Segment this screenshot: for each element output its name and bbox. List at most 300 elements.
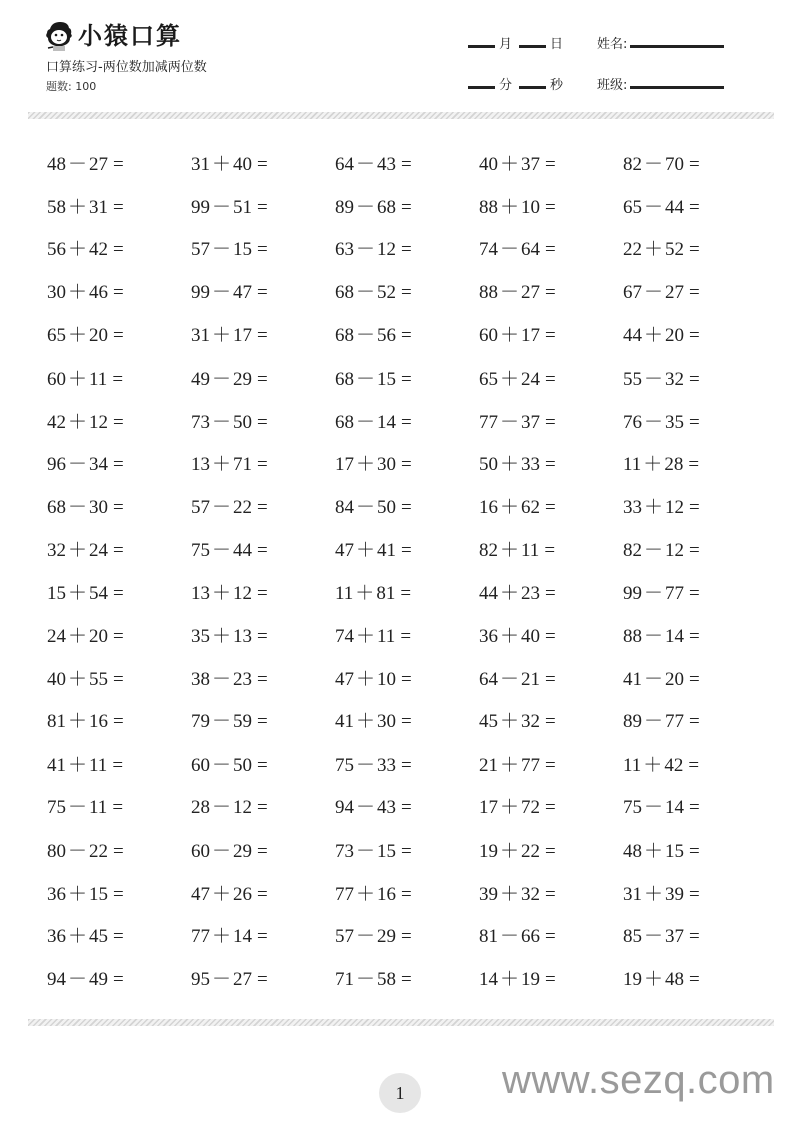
problem-row xyxy=(47,965,767,995)
plus-sign: ＋ xyxy=(68,239,88,260)
plus-sign: ＋ xyxy=(500,711,520,732)
operand-a: 65 xyxy=(623,197,642,218)
minus-sign: － xyxy=(500,282,520,303)
operand-a: 94 xyxy=(47,969,66,990)
equals-sign: = xyxy=(689,154,700,175)
problem-item xyxy=(479,751,556,781)
problem-item xyxy=(47,922,124,952)
problem-item xyxy=(623,793,700,823)
plus-sign: ＋ xyxy=(68,583,88,604)
operand-a: 96 xyxy=(47,454,66,475)
plus-sign: ＋ xyxy=(212,884,232,905)
plus-sign: ＋ xyxy=(500,454,520,475)
problem-item xyxy=(623,408,700,438)
operand-a: 28 xyxy=(191,797,210,818)
problem-row xyxy=(47,150,767,180)
equals-sign: = xyxy=(545,154,556,175)
operand-b: 77 xyxy=(665,583,685,604)
problem-count: 题数: 100 xyxy=(46,80,97,93)
operand-a: 68 xyxy=(335,282,354,303)
operand-a: 17 xyxy=(335,454,354,475)
equals-sign: = xyxy=(545,583,556,604)
equals-sign: = xyxy=(401,841,412,862)
plus-sign: ＋ xyxy=(68,325,88,346)
worksheet-header xyxy=(0,0,800,110)
operand-b: 66 xyxy=(521,926,541,947)
problem-row xyxy=(47,365,767,395)
operand-b: 81 xyxy=(376,583,396,604)
equals-sign: = xyxy=(257,797,268,818)
operand-a: 14 xyxy=(479,969,498,990)
plus-sign: ＋ xyxy=(68,669,88,690)
equals-sign: = xyxy=(688,755,700,776)
equals-sign: = xyxy=(257,884,268,905)
equals-sign: = xyxy=(113,325,124,346)
operand-b: 30 xyxy=(377,454,397,475)
plus-sign: ＋ xyxy=(644,239,664,260)
operand-a: 85 xyxy=(623,926,642,947)
minus-sign: － xyxy=(68,454,88,475)
operand-b: 13 xyxy=(233,626,253,647)
problem-item xyxy=(335,235,412,265)
minus-sign: － xyxy=(356,154,376,175)
plus-sign: ＋ xyxy=(68,282,88,303)
plus-sign: ＋ xyxy=(68,711,88,732)
plus-sign: ＋ xyxy=(644,884,664,905)
plus-sign: ＋ xyxy=(500,626,520,647)
problem-item xyxy=(191,793,268,823)
operand-a: 63 xyxy=(335,239,354,260)
operand-a: 99 xyxy=(191,282,210,303)
operand-b: 32 xyxy=(521,711,541,732)
operand-a: 57 xyxy=(335,926,354,947)
operand-b: 22 xyxy=(233,497,253,518)
operand-a: 31 xyxy=(623,884,642,905)
operand-a: 67 xyxy=(623,282,642,303)
operand-a: 13 xyxy=(191,583,210,604)
equals-sign: = xyxy=(689,669,700,690)
operand-b: 27 xyxy=(89,154,109,175)
plus-sign: ＋ xyxy=(68,197,88,218)
plus-sign: ＋ xyxy=(500,497,520,518)
operand-b: 27 xyxy=(233,969,253,990)
equals-sign: = xyxy=(545,239,556,260)
problem-item xyxy=(479,793,556,823)
day-blank[interactable] xyxy=(519,45,546,48)
equals-sign: = xyxy=(545,282,556,303)
operand-a: 38 xyxy=(191,669,210,690)
equals-sign: = xyxy=(689,626,700,647)
problem-item xyxy=(47,150,124,180)
problem-item xyxy=(335,793,412,823)
operand-b: 19 xyxy=(521,969,541,990)
equals-sign: = xyxy=(689,540,700,561)
minus-sign: － xyxy=(212,669,232,690)
equals-sign: = xyxy=(545,325,556,346)
equals-sign: = xyxy=(545,884,556,905)
problem-item xyxy=(335,450,412,480)
operand-a: 48 xyxy=(623,841,642,862)
operand-a: 32 xyxy=(47,540,66,561)
equals-sign: = xyxy=(545,926,556,947)
operand-b: 21 xyxy=(521,669,541,690)
operand-a: 11 xyxy=(623,755,642,776)
minus-sign: － xyxy=(644,282,664,303)
problem-item xyxy=(191,751,268,781)
equals-sign: = xyxy=(545,669,556,690)
operand-a: 74 xyxy=(479,239,498,260)
operand-b: 64 xyxy=(521,239,541,260)
equals-sign: = xyxy=(401,755,412,776)
problem-row xyxy=(47,579,767,609)
problem-row xyxy=(47,707,767,737)
operand-b: 11 xyxy=(89,755,108,776)
problem-item xyxy=(47,193,124,223)
equals-sign: = xyxy=(401,497,412,518)
operand-a: 48 xyxy=(47,154,66,175)
plus-sign: ＋ xyxy=(500,197,520,218)
equals-sign: = xyxy=(113,540,124,561)
problem-item xyxy=(47,278,124,308)
date-name-row xyxy=(468,32,724,52)
equals-sign: = xyxy=(113,412,124,433)
operand-a: 64 xyxy=(479,669,498,690)
problem-row xyxy=(47,278,767,308)
equals-sign: = xyxy=(545,412,556,433)
problem-item xyxy=(191,922,268,952)
equals-sign: = xyxy=(689,369,700,390)
equals-sign: = xyxy=(545,797,556,818)
operand-b: 44 xyxy=(233,540,253,561)
minus-sign: － xyxy=(644,626,664,647)
operand-a: 16 xyxy=(479,497,498,518)
operand-b: 40 xyxy=(233,154,253,175)
operand-a: 81 xyxy=(47,711,66,732)
operand-b: 22 xyxy=(89,841,109,862)
class-blank[interactable] xyxy=(630,86,724,89)
plus-sign: ＋ xyxy=(356,626,376,647)
problem-row xyxy=(47,837,767,867)
operand-a: 11 xyxy=(623,454,642,475)
problem-item xyxy=(191,193,268,223)
problem-item xyxy=(47,965,124,995)
operand-a: 44 xyxy=(479,583,498,604)
problem-item xyxy=(623,321,700,351)
problem-item xyxy=(623,493,700,523)
minus-sign: － xyxy=(68,154,88,175)
plus-sign: ＋ xyxy=(500,755,520,776)
equals-sign: = xyxy=(401,239,412,260)
minus-sign: － xyxy=(356,797,376,818)
operand-b: 12 xyxy=(665,497,685,518)
plus-sign: ＋ xyxy=(500,369,520,390)
problem-item xyxy=(479,536,555,566)
equals-sign: = xyxy=(257,711,268,732)
operand-a: 65 xyxy=(47,325,66,346)
operand-b: 11 xyxy=(89,797,108,818)
operand-b: 14 xyxy=(665,797,685,818)
operand-a: 68 xyxy=(335,369,354,390)
equals-sign: = xyxy=(112,369,124,390)
equals-sign: = xyxy=(401,711,412,732)
problem-item xyxy=(623,193,700,223)
equals-sign: = xyxy=(257,626,268,647)
problem-item xyxy=(623,880,700,910)
operand-b: 11 xyxy=(89,369,108,390)
operand-b: 12 xyxy=(233,583,253,604)
equals-sign: = xyxy=(401,969,412,990)
minus-sign: － xyxy=(644,197,664,218)
name-label: 姓名: xyxy=(597,37,628,52)
equals-sign: = xyxy=(401,197,412,218)
problem-item xyxy=(47,793,123,823)
operand-a: 41 xyxy=(335,711,354,732)
equals-sign: = xyxy=(689,325,700,346)
equals-sign: = xyxy=(401,669,412,690)
operand-b: 12 xyxy=(377,239,397,260)
plus-sign: ＋ xyxy=(68,755,88,776)
equals-sign: = xyxy=(401,412,412,433)
month-label: 月 xyxy=(499,37,513,52)
operand-a: 47 xyxy=(335,540,354,561)
equals-sign: = xyxy=(257,755,268,776)
operand-a: 57 xyxy=(191,497,210,518)
operand-a: 36 xyxy=(479,626,498,647)
operand-a: 77 xyxy=(191,926,210,947)
equals-sign: = xyxy=(257,926,268,947)
problem-item xyxy=(47,751,123,781)
operand-a: 68 xyxy=(335,325,354,346)
equals-sign: = xyxy=(689,841,700,862)
problem-item xyxy=(191,707,268,737)
operand-b: 54 xyxy=(89,583,109,604)
equals-sign: = xyxy=(401,454,412,475)
operand-a: 31 xyxy=(191,325,210,346)
problem-item xyxy=(47,665,124,695)
operand-b: 58 xyxy=(377,969,397,990)
problem-item xyxy=(191,665,268,695)
equals-sign: = xyxy=(257,540,268,561)
equals-sign: = xyxy=(545,454,556,475)
operand-a: 17 xyxy=(479,797,498,818)
operand-a: 82 xyxy=(623,540,642,561)
top-divider xyxy=(28,112,774,119)
operand-a: 24 xyxy=(47,626,66,647)
problem-item xyxy=(191,536,268,566)
equals-sign: = xyxy=(113,884,124,905)
minus-sign: － xyxy=(644,412,664,433)
operand-b: 31 xyxy=(89,197,109,218)
problem-item xyxy=(335,193,412,223)
problem-item xyxy=(191,365,268,395)
operand-a: 11 xyxy=(335,583,354,604)
operand-a: 99 xyxy=(623,583,642,604)
plus-sign: ＋ xyxy=(356,669,376,690)
problem-row xyxy=(47,922,767,952)
problem-item xyxy=(335,408,412,438)
problem-item xyxy=(479,579,556,609)
equals-sign: = xyxy=(401,884,412,905)
equals-sign: = xyxy=(113,454,124,475)
problem-item xyxy=(47,622,124,652)
problem-item xyxy=(479,965,556,995)
class-label: 班级: xyxy=(597,78,628,93)
operand-a: 77 xyxy=(335,884,354,905)
page-number: 1 xyxy=(379,1073,421,1113)
minus-sign: － xyxy=(68,797,88,818)
operand-b: 42 xyxy=(89,239,109,260)
plus-sign: ＋ xyxy=(500,154,520,175)
problem-item xyxy=(335,150,412,180)
minus-sign: － xyxy=(644,369,664,390)
minus-sign: － xyxy=(356,282,376,303)
problem-item xyxy=(623,665,700,695)
equals-sign: = xyxy=(113,711,124,732)
operand-b: 20 xyxy=(665,669,685,690)
equals-sign: = xyxy=(257,669,268,690)
operand-a: 39 xyxy=(479,884,498,905)
problem-item xyxy=(47,450,124,480)
operand-a: 94 xyxy=(335,797,354,818)
problem-item xyxy=(191,880,268,910)
equals-sign: = xyxy=(545,497,556,518)
problem-item xyxy=(623,365,700,395)
plus-sign: ＋ xyxy=(68,884,88,905)
minute-blank[interactable] xyxy=(468,86,495,89)
brand-logo xyxy=(44,20,182,52)
equals-sign: = xyxy=(113,583,124,604)
plus-sign: ＋ xyxy=(500,884,520,905)
problem-row xyxy=(47,321,767,351)
operand-a: 36 xyxy=(47,884,66,905)
operand-a: 60 xyxy=(47,369,66,390)
minus-sign: － xyxy=(644,669,664,690)
minus-sign: － xyxy=(356,197,376,218)
problem-row xyxy=(47,622,767,652)
minus-sign: － xyxy=(212,540,232,561)
plus-sign: ＋ xyxy=(212,626,232,647)
equals-sign: = xyxy=(113,239,124,260)
problem-item xyxy=(479,450,556,480)
problem-item xyxy=(479,321,556,351)
problem-item xyxy=(335,965,412,995)
problem-item xyxy=(47,321,124,351)
problem-item xyxy=(335,622,411,652)
plus-sign: ＋ xyxy=(500,969,520,990)
plus-sign: ＋ xyxy=(355,583,375,604)
equals-sign: = xyxy=(401,540,412,561)
minus-sign: － xyxy=(212,797,232,818)
operand-a: 19 xyxy=(479,841,498,862)
operand-a: 77 xyxy=(479,412,498,433)
operand-b: 51 xyxy=(233,197,253,218)
problem-item xyxy=(191,150,268,180)
equals-sign: = xyxy=(113,154,124,175)
operand-a: 88 xyxy=(479,197,498,218)
equals-sign: = xyxy=(257,497,268,518)
problem-item xyxy=(47,408,124,438)
minus-sign: － xyxy=(500,669,520,690)
equals-sign: = xyxy=(400,583,412,604)
operand-a: 36 xyxy=(47,926,66,947)
problem-row xyxy=(47,751,767,781)
plus-sign: ＋ xyxy=(356,711,376,732)
operand-b: 32 xyxy=(665,369,685,390)
operand-b: 46 xyxy=(89,282,109,303)
operand-a: 75 xyxy=(191,540,210,561)
equals-sign: = xyxy=(545,755,556,776)
second-blank[interactable] xyxy=(519,86,546,89)
operand-b: 37 xyxy=(665,926,685,947)
problem-item xyxy=(47,707,124,737)
equals-sign: = xyxy=(257,325,268,346)
operand-b: 55 xyxy=(89,669,109,690)
equals-sign: = xyxy=(689,797,700,818)
operand-b: 14 xyxy=(665,626,685,647)
operand-a: 40 xyxy=(479,154,498,175)
operand-b: 30 xyxy=(377,711,397,732)
equals-sign: = xyxy=(401,797,412,818)
operand-b: 22 xyxy=(521,841,541,862)
minus-sign: － xyxy=(212,711,232,732)
month-blank[interactable] xyxy=(468,45,495,48)
plus-sign: ＋ xyxy=(356,454,376,475)
operand-b: 14 xyxy=(233,926,253,947)
operand-a: 89 xyxy=(623,711,642,732)
equals-sign: = xyxy=(257,282,268,303)
operand-b: 42 xyxy=(664,755,684,776)
minus-sign: － xyxy=(212,969,232,990)
operand-b: 33 xyxy=(377,755,397,776)
equals-sign: = xyxy=(688,454,700,475)
equals-sign: = xyxy=(112,755,124,776)
operand-b: 20 xyxy=(89,626,109,647)
problem-row xyxy=(47,450,767,480)
operand-a: 40 xyxy=(47,669,66,690)
operand-a: 30 xyxy=(47,282,66,303)
minus-sign: － xyxy=(212,282,232,303)
operand-a: 73 xyxy=(191,412,210,433)
name-blank[interactable] xyxy=(630,45,724,48)
problem-item xyxy=(623,450,699,480)
minus-sign: － xyxy=(356,412,376,433)
problem-item xyxy=(335,579,411,609)
minus-sign: － xyxy=(68,497,88,518)
minus-sign: － xyxy=(212,841,232,862)
equals-sign: = xyxy=(113,282,124,303)
minute-label: 分 xyxy=(499,78,513,93)
equals-sign: = xyxy=(689,197,700,218)
problem-item xyxy=(191,579,268,609)
operand-a: 35 xyxy=(191,626,210,647)
operand-b: 29 xyxy=(233,841,253,862)
minus-sign: － xyxy=(68,969,88,990)
operand-b: 68 xyxy=(377,197,397,218)
plus-sign: ＋ xyxy=(643,454,663,475)
operand-a: 82 xyxy=(479,540,498,561)
minus-sign: － xyxy=(212,197,232,218)
operand-b: 48 xyxy=(665,969,685,990)
equals-sign: = xyxy=(257,154,268,175)
operand-a: 58 xyxy=(47,197,66,218)
equals-sign: = xyxy=(113,497,124,518)
operand-b: 10 xyxy=(521,197,541,218)
problem-item xyxy=(479,193,556,223)
equals-sign: = xyxy=(113,841,124,862)
equals-sign: = xyxy=(689,926,700,947)
operand-b: 23 xyxy=(521,583,541,604)
problem-item xyxy=(191,278,268,308)
